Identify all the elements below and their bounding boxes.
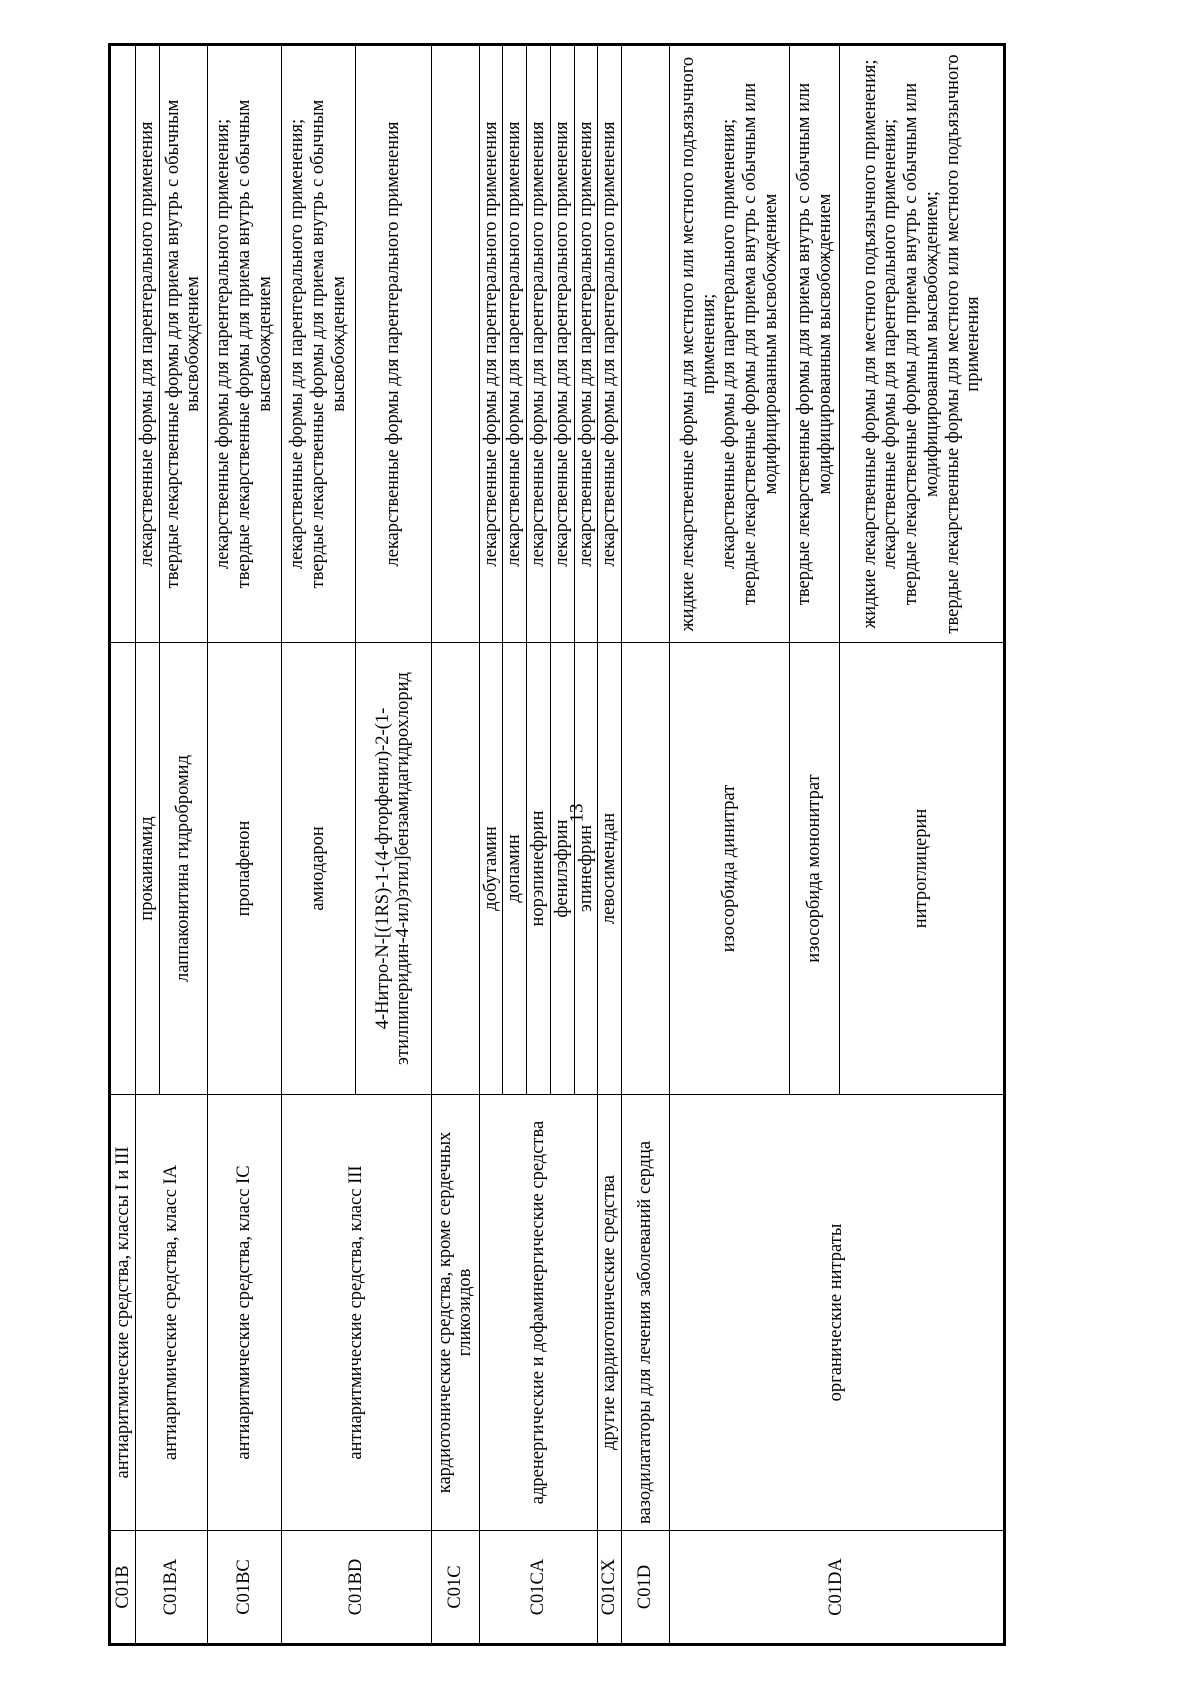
dosage-form-line: лекарственные формы для парентерального применения; xyxy=(719,118,740,570)
page-number: 13 xyxy=(566,803,588,823)
atc-code: C01CX xyxy=(598,1531,622,1645)
group-name: другие кардиотонические средства xyxy=(598,1095,622,1531)
drug-name: добутамин xyxy=(479,643,503,1095)
drug-name: левосимендан xyxy=(598,643,622,1095)
group-name: органические нитраты xyxy=(670,1095,1005,1531)
dosage-forms: лекарственные формы для парентерального применения xyxy=(598,45,622,643)
dosage-form-line: твердые лекарственные формы для приема внутрь с обычным высвобождением xyxy=(307,99,349,589)
dosage-forms xyxy=(110,45,136,643)
drug-name: норэпинефрин xyxy=(527,643,551,1095)
dosage-forms xyxy=(622,45,670,643)
drug-name: эпинефрин xyxy=(574,643,598,1095)
dosage-form-line: жидкие лекарственные формы для местного или местного подъязычного применения; xyxy=(678,56,719,632)
dosage-forms: твердые лекарственные формы для приема внутрь с обычным высвобождением xyxy=(159,45,207,643)
table-row xyxy=(670,45,790,1645)
dosage-forms: лекарственные формы для парентерального применения xyxy=(136,45,160,643)
drug-name: фенилэфрин xyxy=(550,643,574,1095)
group-name: адренергические и дофаминергические средства xyxy=(479,1095,598,1531)
dosage-forms xyxy=(840,45,1005,643)
table-row xyxy=(207,45,281,1645)
table-row xyxy=(281,45,355,1645)
drug-name xyxy=(431,643,479,1095)
dosage-form-line: твердые лекарственные формы для приема внутрь с обычным высвобождением xyxy=(233,99,275,589)
dosage-form-line: твердые лекарственные формы для местного или местного подъязычного применения xyxy=(942,54,984,634)
atc-code: C01BC xyxy=(207,1531,281,1645)
atc-code: C01CA xyxy=(479,1531,598,1645)
table-row xyxy=(110,45,136,1645)
drug-name: прокаинамид xyxy=(136,643,160,1095)
drug-name: лаппаконитина гидробромид xyxy=(159,643,207,1095)
drug-name: допамин xyxy=(503,643,527,1095)
drug-name: пропафенон xyxy=(207,643,281,1095)
atc-code: C01C xyxy=(431,1531,479,1645)
drug-name: нитроглицерин xyxy=(840,643,1005,1095)
group-name: антиаритмические средства, класс IC xyxy=(207,1095,281,1531)
dosage-form-line: лекарственные формы для парентерального применения; xyxy=(213,118,234,570)
drug-classification-table xyxy=(108,43,1006,1646)
table-row xyxy=(431,45,479,1645)
group-name: антиаритмические средства, класс III xyxy=(281,1095,431,1531)
dosage-forms: твердые лекарственные формы для приема внутрь с обычным или модифицированным высвобождением xyxy=(790,45,840,643)
dosage-forms xyxy=(207,45,281,643)
atc-code: C01BA xyxy=(136,1531,208,1645)
table-row xyxy=(136,45,160,1645)
dosage-form-line: твердые лекарственные формы для приема внутрь с обычным или модифицированным высвобождением; xyxy=(901,82,942,606)
dosage-form-line: лекарственные формы для парентерального применения; xyxy=(880,118,901,570)
dosage-forms: лекарственные формы для парентерального применения xyxy=(479,45,503,643)
table-row xyxy=(598,45,622,1645)
drug-name xyxy=(622,643,670,1095)
dosage-forms xyxy=(281,45,355,643)
drug-name xyxy=(110,643,136,1095)
dosage-forms: лекарственные формы для парентерального применения xyxy=(527,45,551,643)
dosage-forms: лекарственные формы для парентерального применения xyxy=(355,45,431,643)
dosage-form-line: твердые лекарственные формы для приема внутрь с обычным или модифицированным высвобождением xyxy=(740,82,781,606)
dosage-form-line: лекарственные формы для парентерального применения; xyxy=(287,118,308,570)
dosage-forms xyxy=(431,45,479,643)
drug-name: изосорбида мононитрат xyxy=(790,643,840,1095)
dosage-forms: лекарственные формы для парентерального применения xyxy=(550,45,574,643)
group-name: кардиотонические средства, кроме сердечных гликозидов xyxy=(431,1095,479,1531)
group-name: антиаритмические средства, класс IA xyxy=(136,1095,208,1531)
atc-code: C01D xyxy=(622,1531,670,1645)
dosage-forms: лекарственные формы для парентерального применения xyxy=(503,45,527,643)
table-row xyxy=(622,45,670,1645)
atc-code: C01DA xyxy=(670,1531,1005,1645)
rotated-page-content xyxy=(108,46,1088,1646)
dosage-forms xyxy=(670,45,790,643)
group-name: антиаритмические средства, классы I и III xyxy=(110,1095,136,1531)
atc-code: C01B xyxy=(110,1531,136,1645)
group-name: вазодилататоры для лечения заболеваний сердца xyxy=(622,1095,670,1531)
dosage-forms: лекарственные формы для парентерального применения xyxy=(574,45,598,643)
drug-name: изосорбида динитрат xyxy=(670,643,790,1095)
table-row xyxy=(479,45,503,1645)
drug-name: амиодарон xyxy=(281,643,355,1095)
drug-name: 4-Нитро-N-[(1RS)-1-(4-фторфенил)-2-(1-этилпиперидин-4-ил)этил]бензамидагидрохлорид xyxy=(355,643,431,1095)
atc-code: C01BD xyxy=(281,1531,431,1645)
dosage-form-line: жидкие лекарственные формы для местного подъязычного применения; xyxy=(859,59,880,629)
